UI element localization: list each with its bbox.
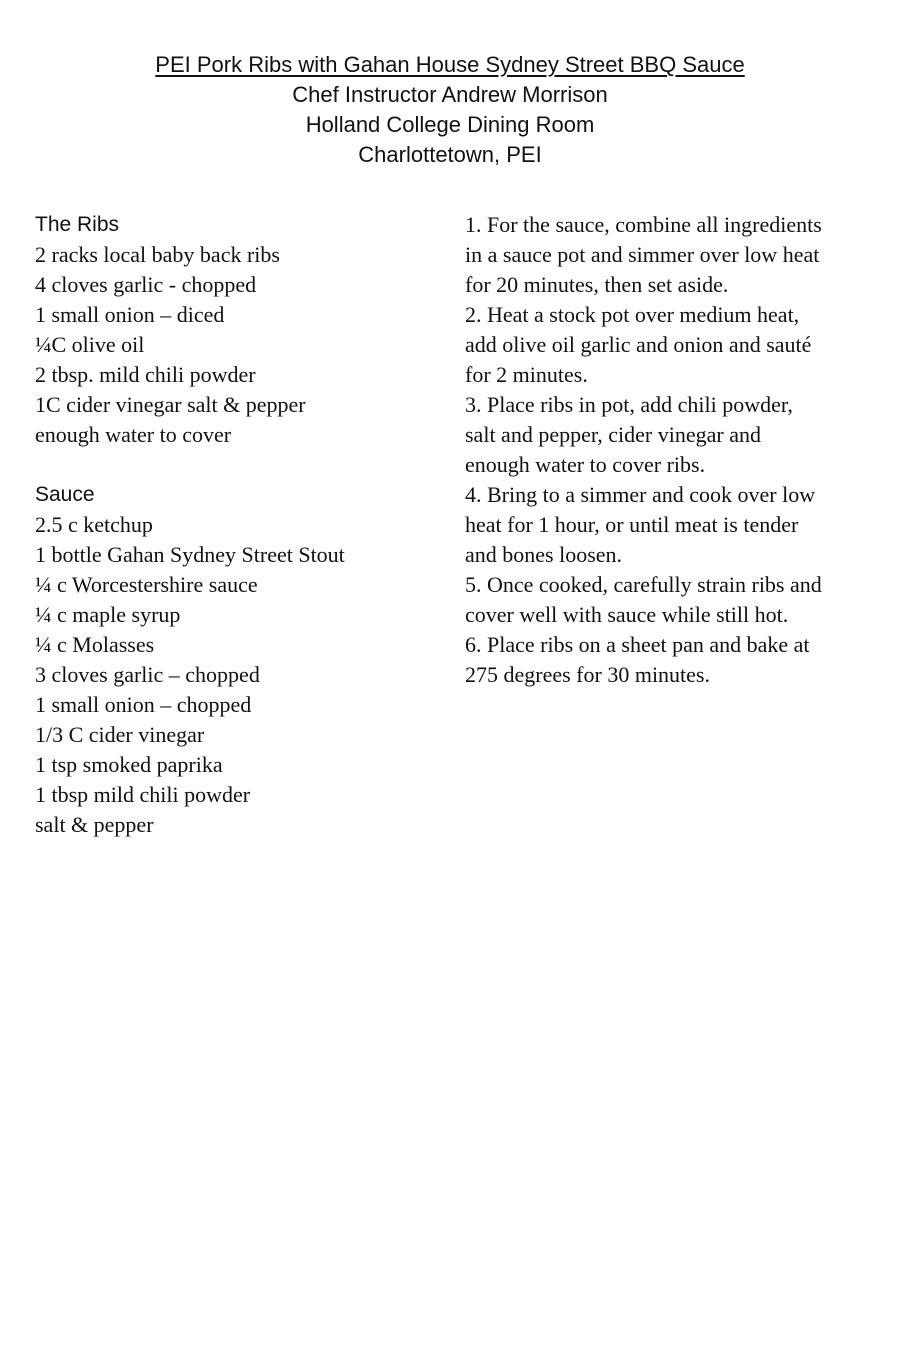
method-line: and bones loosen. (465, 542, 623, 567)
ingredient-item: 1/3 C cider vinegar (35, 722, 205, 747)
ingredient-item: ¼C olive oil (35, 332, 145, 357)
ingredient-item: 1 small onion – chopped (35, 692, 252, 717)
ingredient-item: ¼ c Worcestershire sauce (35, 572, 258, 597)
ingredient-item: 2.5 c ketchup (35, 512, 153, 537)
method-line: cover well with sauce while still hot. (465, 602, 789, 627)
method-line: 5. Once cooked, carefully strain ribs and (465, 572, 822, 597)
method-line: 2. Heat a stock pot over medium heat, (465, 302, 800, 327)
method-line: salt and pepper, cider vinegar and (465, 422, 761, 447)
ingredient-item: 1 bottle Gahan Sydney Street Stout (35, 542, 345, 567)
recipe-title: PEI Pork Ribs with Gahan House Sydney Street BBQ Sauce (155, 52, 745, 77)
ingredient-item: 2 racks local baby back ribs (35, 242, 280, 267)
ingredient-item: enough water to cover (35, 422, 232, 447)
section-spacer (35, 450, 435, 480)
ribs-heading: The Ribs (35, 213, 120, 236)
ingredient-item: 4 cloves garlic - chopped (35, 272, 257, 297)
ingredient-item: 2 tbsp. mild chili powder (35, 362, 256, 387)
venue-name: Holland College Dining Room (305, 112, 595, 137)
sauce-heading: Sauce (35, 483, 95, 506)
ingredient-item: 3 cloves garlic – chopped (35, 662, 260, 687)
ingredient-item: ¼ c Molasses (35, 632, 155, 657)
method-line: in a sauce pot and simmer over low heat (465, 242, 820, 267)
method-line: heat for 1 hour, or until meat is tender (465, 512, 799, 537)
ingredient-item: 1C cider vinegar salt & pepper (35, 392, 306, 417)
method-line: 275 degrees for 30 minutes. (465, 662, 710, 687)
ingredients-column (35, 210, 435, 840)
method-line: 1. For the sauce, combine all ingredients (465, 212, 822, 237)
method-line: enough water to cover ribs. (465, 452, 706, 477)
venue-location: Charlottetown, PEI (358, 142, 542, 167)
ingredient-item: salt & pepper (35, 812, 154, 837)
ingredient-item: ¼ c maple syrup (35, 602, 181, 627)
recipe-header (0, 50, 900, 170)
method-line: 3. Place ribs in pot, add chili powder, (465, 392, 793, 417)
ingredient-item: 1 small onion – diced (35, 302, 225, 327)
method-column (465, 210, 875, 690)
method-line: for 20 minutes, then set aside. (465, 272, 729, 297)
ingredient-item: 1 tsp smoked paprika (35, 752, 223, 777)
method-line: 4. Bring to a simmer and cook over low (465, 482, 816, 507)
ingredient-item: 1 tbsp mild chili powder (35, 782, 251, 807)
method-line: add olive oil garlic and onion and sauté (465, 332, 812, 357)
method-line: 6. Place ribs on a sheet pan and bake at (465, 632, 810, 657)
method-line: for 2 minutes. (465, 362, 588, 387)
chef-name: Chef Instructor Andrew Morrison (292, 82, 608, 107)
